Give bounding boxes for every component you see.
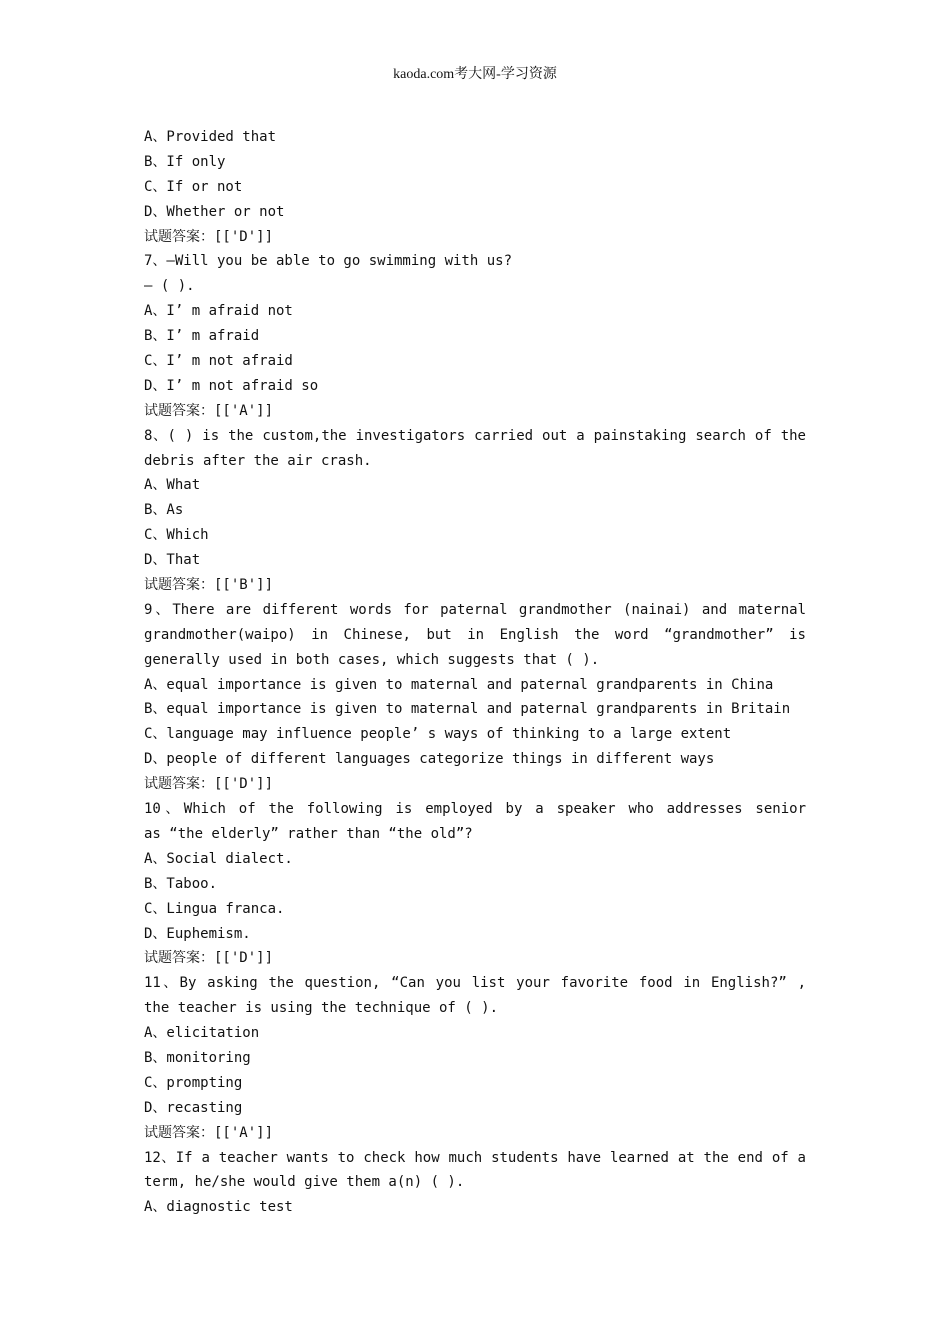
text-line: D、Whether or not [144, 203, 285, 220]
text-line: C、prompting [144, 1074, 243, 1091]
text-line: A、Provided that [144, 129, 277, 145]
text-line: 10、Which of the following is employed by a speaker who addresses senior [144, 801, 806, 818]
text-line: B、As [144, 502, 184, 519]
text-line: A、What [144, 477, 201, 494]
text-line: A、equal importance is given to maternal and paternal grandparents in China [144, 676, 774, 693]
text-line: B、If only [144, 153, 226, 170]
text-line: the teacher is using the technique of ( ). [144, 1000, 499, 1017]
answer-line: 试题答案：[['B']] [144, 577, 274, 594]
answer-line: 试题答案：[['D']] [144, 228, 274, 245]
text-line: term, he/she would give them a(n) ( ). [144, 1174, 465, 1191]
text-line: A、diagnostic test [144, 1199, 293, 1216]
text-line: D、I’ m not afraid so [144, 377, 319, 394]
answer-line: 试题答案：[['A']] [144, 402, 274, 419]
text-line: B、Taboo. [144, 875, 218, 892]
text-line: 9、There are different words for paternal grandmother (nainai) and maternal [144, 601, 806, 618]
text-line: A、elicitation [144, 1025, 260, 1042]
text-line: 11、By asking the question, “Can you list your favorite food in English?” , [144, 975, 806, 992]
text-line: C、language may influence people’ s ways of thinking to a large extent [144, 726, 732, 743]
answer-line: 试题答案：[['D']] [144, 950, 274, 967]
text-line: A、I’ m afraid not [144, 303, 293, 320]
answer-line: 试题答案：[['A']] [144, 1124, 274, 1141]
text-line: D、recasting [144, 1099, 243, 1116]
text-line: 8、( ) is the custom,the investigators carried out a painstaking search of the [144, 427, 806, 444]
text-line: B、monitoring [144, 1049, 251, 1066]
text-line: debris after the air crash. [144, 452, 372, 469]
text-line: A、Social dialect. [144, 850, 293, 867]
text-line: D、people of different languages categorize things in different ways [144, 751, 715, 768]
text-line: C、I’ m not afraid [144, 353, 293, 370]
text-line: D、Euphemism. [144, 925, 251, 942]
text-line: grandmother(waipo) in Chinese, but in English the word “grandmother” is [144, 626, 806, 643]
text-line: — ( ). [144, 278, 195, 295]
text-line: D、That [144, 552, 201, 569]
answer-line: 试题答案：[['D']] [144, 776, 274, 793]
text-line: C、If or not [144, 178, 243, 195]
text-line: B、I’ m afraid [144, 328, 260, 345]
text-line: C、Lingua franca. [144, 900, 285, 917]
text-line: 7、—Will you be able to go swimming with us? [144, 253, 513, 270]
text-line: as “the elderly” rather than “the old”? [144, 825, 473, 842]
text-line: generally used in both cases, which suggests that ( ). [144, 651, 600, 668]
text-line: 12、If a teacher wants to check how much students have learned at the end of a [144, 1149, 806, 1166]
exam-content [144, 125, 806, 1220]
page-header: kaoda.com考大网-学习资源 [393, 67, 557, 82]
text-line: B、equal importance is given to maternal and paternal grandparents in Britain [144, 701, 791, 718]
text-line: C、Which [144, 527, 209, 544]
